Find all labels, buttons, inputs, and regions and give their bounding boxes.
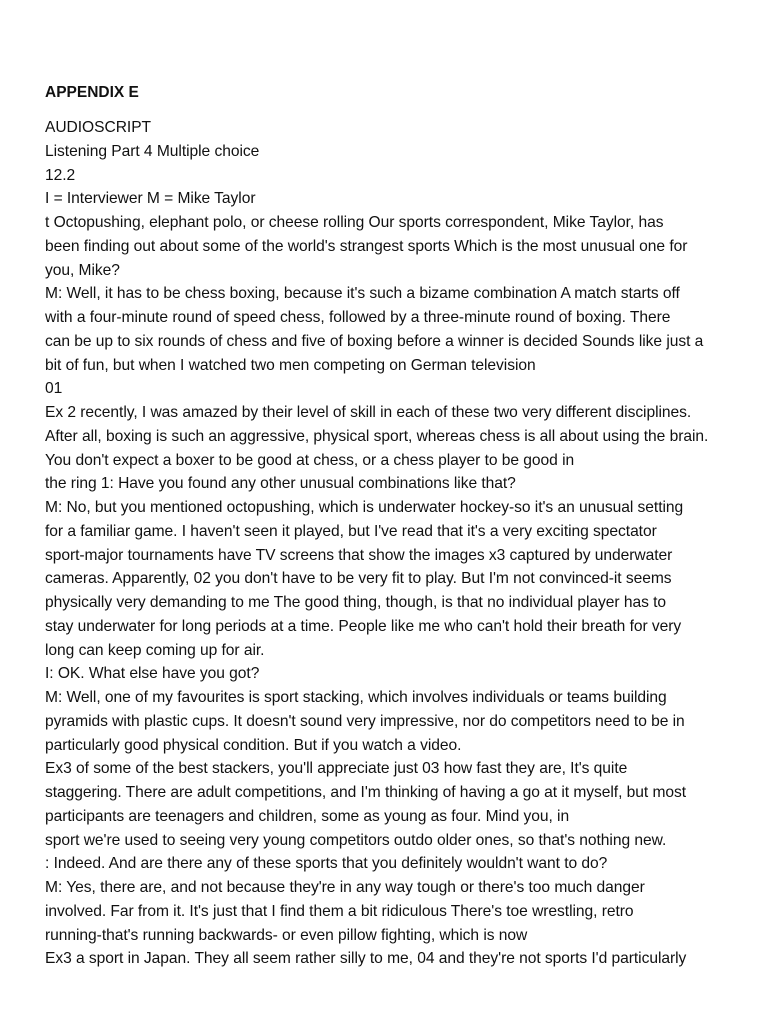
text-line: for a familiar game. I haven't seen it played, but I've read that it's a very exciting spectator (45, 522, 657, 540)
text-line: t Octopushing, elephant polo, or cheese rolling Our sports correspondent, Mike Taylor, has (45, 214, 664, 231)
text-line: M: No, but you mentioned octopushing, which is underwater hockey-so it's an unusual setting (45, 499, 684, 516)
text-line: : Indeed. And are there any of these sports that you definitely wouldn't want to do? (45, 855, 608, 873)
text-line: involved. Far from it. It's just that I find them a bit ridiculous There's toe wrestling, retro (45, 902, 634, 920)
text-line: pyramids with plastic cups. It doesn't sound very impressive, nor do competitors need to be in (45, 712, 685, 730)
text-line: 12.2 (45, 166, 76, 184)
text-line: physically very demanding to me The good thing, though, is that no individual player has to (45, 594, 667, 611)
text-line: sport we're used to seeing very young competitors outdo older ones, so that's nothing new. (45, 831, 667, 849)
text-line: running-that's running backwards- or even pillow fighting, which is now (45, 926, 528, 944)
text-line: Ex3 of some of the best stackers, you'll appreciate just 03 how fast they are, It's quite (45, 760, 628, 778)
audioscript-body (45, 116, 735, 971)
text-line: cameras. Apparently, 02 you don't have to be very fit to play. But I'm not convinced-it seems (45, 570, 672, 588)
text-line: bit of fun, but when I watched two men competing on German television (45, 356, 536, 374)
text-line: staggering. There are adult competitions, and I'm thinking of having a go at it myself, but most (45, 784, 687, 801)
text-line: Ex 2 recently, I was amazed by their level of skill in each of these two very different disciplines. (45, 404, 692, 421)
text-line: with a four-minute round of speed chess, followed by a three-minute round of boxing. There (45, 309, 671, 326)
appendix-heading: APPENDIX E (45, 84, 139, 101)
text-line: you, Mike? (45, 261, 120, 279)
text-line: I: OK. What else have you got? (45, 665, 260, 683)
text-line: AUDIOSCRIPT (45, 119, 152, 136)
text-line: participants are teenagers and children, some as young as four. Mind you, in (45, 807, 570, 825)
text-line: I = Interviewer M = Mike Taylor (45, 190, 256, 208)
text-line: been finding out about some of the world's strangest sports Which is the most unusual one for (45, 237, 688, 255)
text-line: You don't expect a boxer to be good at chess, or a chess player to be good in (45, 451, 575, 469)
text-line: After all, boxing is such an aggressive, physical sport, whereas chess is all about using the brain. (45, 427, 709, 445)
text-line: 01 (45, 380, 63, 398)
text-line: M: Yes, there are, and not because they're in any way tough or there's too much danger (45, 879, 645, 896)
text-line: stay underwater for long periods at a time. People like me who can't hold their breath for very (45, 617, 682, 635)
text-line: can be up to six rounds of chess and five of boxing before a winner is decided Sounds like just a (45, 332, 704, 350)
text-line: sport-major tournaments have TV screens that show the images x3 captured by underwater (45, 546, 673, 564)
text-line: particularly good physical condition. But if you watch a video. (45, 736, 462, 754)
text-line: long can keep coming up for air. (45, 641, 265, 659)
text-line: M: Well, it has to be chess boxing, because it's such a bizame combination A match starts off (45, 285, 680, 303)
text-line: Ex3 a sport in Japan. They all seem rather silly to me, 04 and they're not sports I'd particularly (45, 950, 687, 968)
text-line: M: Well, one of my favourites is sport stacking, which involves individuals or teams building (45, 689, 667, 706)
text-line: Listening Part 4 Multiple choice (45, 142, 260, 160)
text-line: the ring 1: Have you found any other unusual combinations like that? (45, 475, 516, 493)
document-page (45, 82, 735, 971)
